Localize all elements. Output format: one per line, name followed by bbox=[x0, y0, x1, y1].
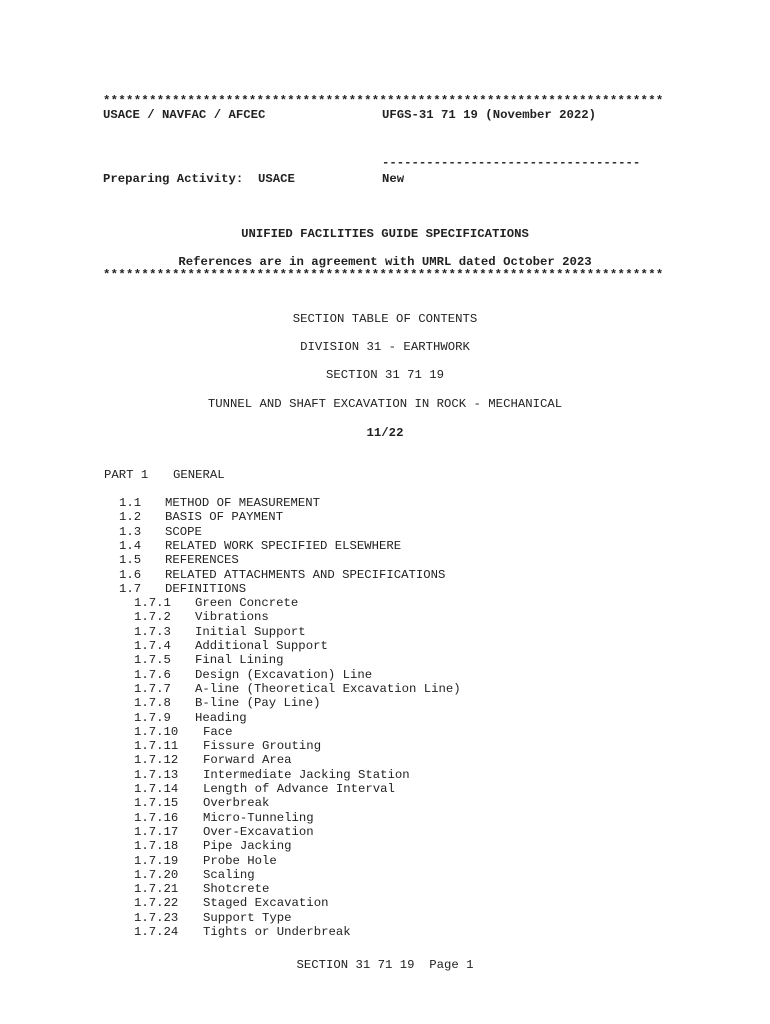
toc-subitem-title: Initial Support bbox=[195, 624, 306, 639]
toc-subitem-number: 1.7.17 bbox=[134, 824, 179, 839]
toc-subitem-number: 1.7.6 bbox=[134, 667, 171, 682]
toc-item-title: DEFINITIONS bbox=[165, 581, 247, 596]
toc-item-title: BASIS OF PAYMENT bbox=[165, 510, 284, 525]
toc-subitem-title: Overbreak bbox=[203, 796, 270, 811]
toc-subitem-number: 1.7.4 bbox=[134, 639, 171, 653]
toc-subitem-number: 1.7.1 bbox=[134, 596, 171, 611]
toc-item-title: RELATED ATTACHMENTS AND SPECIFICATIONS bbox=[165, 567, 446, 582]
ufgs-title: UNIFIED FACILITIES GUIDE SPECIFICATIONS bbox=[241, 227, 529, 241]
toc-subitem-title: Over-Excavation bbox=[203, 824, 314, 839]
header-star-rule-bottom: ************************************************************************* bbox=[103, 268, 664, 282]
toc-subitem-title: Green Concrete bbox=[195, 596, 299, 611]
toc-subitem-title: B-line (Pay Line) bbox=[195, 696, 321, 711]
toc-subitem-title: Vibrations bbox=[195, 610, 269, 625]
toc-item-number: 1.5 bbox=[119, 553, 142, 568]
toc-subitem-title: A-line (Theoretical Excavation Line) bbox=[195, 681, 461, 696]
toc-subitem-number: 1.7.21 bbox=[134, 882, 179, 897]
toc-date-code: 11/22 bbox=[366, 426, 404, 440]
references-note: References are in agreement with UMRL dated October 2023 bbox=[178, 255, 592, 269]
toc-item-number: 1.1 bbox=[119, 496, 142, 510]
header-status: New bbox=[382, 172, 405, 186]
toc-subitem-title: Face bbox=[203, 724, 233, 739]
toc-subitem-title: Forward Area bbox=[203, 753, 292, 768]
toc-subitem-title: Length of Advance Interval bbox=[203, 782, 395, 796]
toc-subitem-number: 1.7.14 bbox=[134, 782, 179, 796]
toc-subitem-title: Support Type bbox=[203, 910, 292, 925]
toc-subitem-number: 1.7.19 bbox=[134, 853, 179, 868]
toc-subitem-number: 1.7.18 bbox=[134, 839, 179, 854]
toc-subitem-title: Scaling bbox=[203, 867, 255, 882]
toc-subitem-number: 1.7.22 bbox=[134, 896, 179, 911]
toc-subitem-number: 1.7.12 bbox=[134, 753, 179, 768]
toc-subitem-number: 1.7.3 bbox=[134, 624, 171, 639]
toc-subitem-number: 1.7.8 bbox=[134, 696, 171, 711]
toc-item-number: 1.6 bbox=[119, 567, 142, 582]
toc-item-number: 1.4 bbox=[119, 538, 142, 553]
toc-subitem-title: Design (Excavation) Line bbox=[195, 667, 373, 682]
header-dash-line: ----------------------------------- bbox=[382, 156, 641, 170]
toc-subitem-number: 1.7.9 bbox=[134, 710, 171, 725]
toc-subitem-title: Pipe Jacking bbox=[203, 839, 292, 854]
toc-title: TUNNEL AND SHAFT EXCAVATION IN ROCK - MECHANICAL bbox=[207, 397, 563, 411]
toc-subitem-title: Additional Support bbox=[195, 639, 328, 653]
header-star-rule-top: ************************************************************************* bbox=[103, 94, 664, 108]
header-spec-id: UFGS-31 71 19 (November 2022) bbox=[382, 108, 597, 122]
toc-subitem-number: 1.7.5 bbox=[134, 653, 171, 668]
toc-item-number: 1.3 bbox=[119, 524, 142, 539]
toc-subitem-title: Staged Excavation bbox=[203, 896, 329, 911]
toc-item-number: 1.2 bbox=[119, 510, 142, 525]
toc-item-title: RELATED WORK SPECIFIED ELSEWHERE bbox=[165, 538, 402, 553]
toc-subitem-number: 1.7.23 bbox=[134, 910, 179, 925]
toc-subitem-number: 1.7.10 bbox=[134, 724, 179, 739]
toc-subitem-number: 1.7.20 bbox=[134, 867, 179, 882]
toc-subitem-number: 1.7.15 bbox=[134, 796, 179, 811]
toc-subitem-title: Micro-Tunneling bbox=[203, 810, 314, 825]
part-title: GENERAL bbox=[173, 468, 225, 482]
toc-subitem-title: Probe Hole bbox=[203, 853, 277, 868]
toc-subitem-number: 1.7.7 bbox=[134, 681, 171, 696]
toc-subitem-title: Heading bbox=[195, 710, 247, 725]
toc-division: DIVISION 31 - EARTHWORK bbox=[300, 340, 470, 354]
toc-subitem-number: 1.7.13 bbox=[134, 767, 179, 782]
toc-subitem-number: 1.7.24 bbox=[134, 925, 179, 939]
toc-subitem-title: Final Lining bbox=[195, 653, 284, 668]
header-preparing-activity: Preparing Activity: USACE bbox=[103, 172, 295, 186]
toc-heading: SECTION TABLE OF CONTENTS bbox=[292, 312, 478, 326]
page-footer: SECTION 31 71 19 Page 1 bbox=[296, 958, 474, 972]
toc-item-title: SCOPE bbox=[165, 524, 202, 539]
toc-subitem-title: Tights or Underbreak bbox=[203, 925, 351, 939]
toc-item-number: 1.7 bbox=[119, 581, 142, 596]
header-orgs: USACE / NAVFAC / AFCEC bbox=[103, 108, 266, 122]
toc-item-title: REFERENCES bbox=[165, 553, 239, 568]
toc-subitem-title: Fissure Grouting bbox=[203, 739, 322, 754]
toc-subitem-number: 1.7.2 bbox=[134, 610, 171, 625]
toc-subitem-number: 1.7.11 bbox=[134, 739, 179, 754]
toc-item-title: METHOD OF MEASUREMENT bbox=[165, 496, 320, 510]
toc-subitem-title: Intermediate Jacking Station bbox=[203, 767, 410, 782]
toc-section: SECTION 31 71 19 bbox=[325, 368, 445, 382]
toc-subitem-number: 1.7.16 bbox=[134, 810, 179, 825]
toc-subitem-title: Shotcrete bbox=[203, 882, 270, 897]
part-number: PART 1 bbox=[104, 468, 149, 482]
